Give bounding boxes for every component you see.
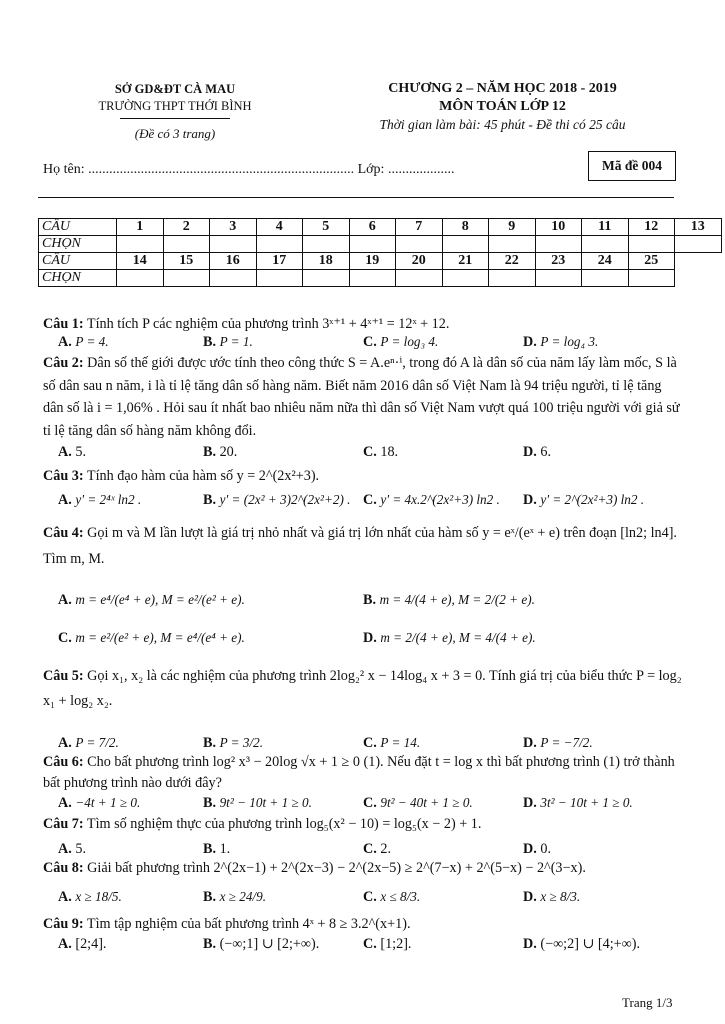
question-5: [43, 664, 683, 714]
question-7: [43, 813, 683, 835]
answer-cell[interactable]: [117, 236, 164, 253]
table-cell: 9: [489, 219, 536, 236]
option-letter: D.: [523, 444, 537, 460]
option-d[interactable]: [523, 886, 580, 908]
option-b[interactable]: [203, 331, 253, 353]
option-text: [1;2].: [380, 936, 412, 952]
answer-cell[interactable]: [349, 270, 396, 287]
option-letter: A.: [58, 841, 72, 857]
table-cell: 11: [582, 219, 629, 236]
table-cell: 15: [163, 253, 210, 270]
question-8: [43, 857, 683, 879]
divider: [120, 118, 230, 119]
table-cell: 18: [303, 253, 350, 270]
option-a[interactable]: [58, 589, 245, 611]
option-text: 18.: [380, 444, 399, 460]
question-label: Câu 3:: [43, 468, 84, 484]
option-text: x ≥ 8/3.: [540, 889, 581, 904]
option-c[interactable]: [363, 933, 411, 955]
option-text: m = e²/(e² + e), M = e⁴/(e⁴ + e).: [75, 630, 245, 645]
table-cell: 24: [582, 253, 629, 270]
option-c[interactable]: [363, 331, 438, 353]
option-letter: D.: [523, 936, 537, 952]
question-label: Câu 8:: [43, 860, 84, 876]
option-letter: C.: [363, 735, 377, 751]
question-text: Giải bất phương trình 2^(2x−1) + 2^(2x−3) − 2^(2x−5) ≥ 2^(7−x) + 2^(5−x) − 2^(3−x).: [87, 860, 586, 876]
option-text: x ≤ 8/3.: [380, 889, 421, 904]
answer-cell[interactable]: [675, 236, 722, 253]
option-c[interactable]: [363, 489, 500, 511]
question-text: Tìm tập nghiệm của bất phương trình 4ˣ + 8 ≥ 3.2^(x+1).: [86, 916, 411, 932]
option-letter: D.: [363, 630, 377, 646]
table-cell: 8: [442, 219, 489, 236]
option-d[interactable]: [523, 489, 644, 511]
option-letter: B.: [203, 334, 217, 350]
option-letter: A.: [58, 334, 72, 350]
option-text: y' = (2x² + 3)2^(2x²+2) .: [219, 492, 351, 507]
answer-table: [38, 218, 722, 287]
option-text: y' = 4x.2^(2x²+3) ln2 .: [380, 492, 500, 507]
option-a[interactable]: [58, 489, 141, 511]
table-cell: 4: [256, 219, 303, 236]
option-text: 0.: [540, 841, 551, 857]
option-b[interactable]: [203, 732, 263, 754]
answer-cell[interactable]: [163, 236, 210, 253]
option-text: x ≥ 24/9.: [219, 889, 266, 904]
header-right: [340, 80, 665, 134]
option-text: 20.: [219, 444, 238, 460]
table-cell: 20: [396, 253, 443, 270]
option-letter: A.: [58, 795, 72, 811]
option-b[interactable]: [203, 792, 312, 814]
option-text: 3t² − 10t + 1 ≥ 0.: [540, 795, 633, 810]
option-text: m = e⁴/(e⁴ + e), M = e²/(e² + e).: [75, 592, 245, 607]
answer-cell[interactable]: [489, 270, 536, 287]
table-label-question: CÂU: [39, 253, 117, 270]
option-d[interactable]: [523, 792, 633, 814]
question-text: Gọi m và M lần lượt là giá trị nhỏ nhất và giá trị lớn nhất của hàm số y = eˣ/(eˣ + e) trên đoạn [ln2; ln4]. Tìm m, M.: [43, 525, 677, 567]
option-letter: C.: [363, 795, 377, 811]
option-text: 2.: [380, 841, 391, 857]
option-c[interactable]: [363, 441, 398, 463]
subject-title: MÔN TOÁN LỚP 12: [439, 99, 566, 114]
option-c[interactable]: [58, 627, 245, 649]
options-q6: [58, 792, 688, 814]
chapter-title: CHƯƠNG 2 – NĂM HỌC 2018 - 2019: [388, 81, 617, 96]
option-d[interactable]: [523, 441, 551, 463]
table-label-answer: CHỌN: [39, 270, 117, 287]
option-letter: B.: [363, 592, 377, 608]
option-c[interactable]: [363, 732, 420, 754]
table-cell: 13: [675, 219, 722, 236]
dept-name: SỞ GD&ĐT CÀ MAU: [114, 82, 236, 96]
option-letter: B.: [203, 936, 217, 952]
option-letter: A.: [58, 592, 72, 608]
option-d[interactable]: [523, 732, 593, 754]
question-text: Tính đạo hàm của hàm số y = 2^(2x²+3).: [86, 468, 320, 484]
question-4: [43, 520, 683, 572]
student-info-line: Họ tên: ............................................................................ Lớp: ...................: [43, 162, 455, 177]
answer-cell[interactable]: [489, 236, 536, 253]
option-letter: C.: [58, 630, 72, 646]
option-b[interactable]: [203, 441, 237, 463]
option-letter: A.: [58, 492, 72, 508]
option-text: [2;4].: [75, 936, 107, 952]
option-text: 6.: [540, 444, 551, 460]
answer-cell[interactable]: [628, 236, 675, 253]
question-label: Câu 7:: [43, 816, 84, 832]
answer-cell[interactable]: [582, 270, 629, 287]
option-letter: C.: [363, 444, 377, 460]
option-a[interactable]: [58, 732, 119, 754]
options-q8: [58, 886, 688, 908]
table-cell: 17: [256, 253, 303, 270]
option-letter: D.: [523, 889, 537, 905]
option-letter: A.: [58, 889, 72, 905]
answer-cell[interactable]: [256, 236, 303, 253]
table-label-question: CÂU: [39, 219, 117, 236]
answer-cell[interactable]: [582, 236, 629, 253]
question-9: [43, 913, 683, 935]
table-cell: 2: [163, 219, 210, 236]
option-a[interactable]: [58, 331, 109, 353]
option-text: 5.: [75, 444, 86, 460]
option-letter: B.: [203, 795, 217, 811]
option-d[interactable]: [523, 331, 598, 353]
answer-cell[interactable]: [628, 270, 675, 287]
answer-cell[interactable]: [117, 270, 164, 287]
option-a[interactable]: [58, 441, 86, 463]
option-letter: D.: [523, 492, 537, 508]
option-text: 9t² − 10t + 1 ≥ 0.: [219, 795, 312, 810]
answer-cell[interactable]: [210, 236, 257, 253]
option-letter: C.: [363, 492, 377, 508]
answer-cell[interactable]: [303, 270, 350, 287]
question-text: Dân số thế giới được ước tính theo công thức S = A.eⁿ·ⁱ, trong đó A là dân số của năm lấy làm mốc, S là số dân sau n năm, i là tỉ lệ tăng dân số hàng năm. Biết năm 2016 dân số Việt Nam là 94 triệu người, tỉ lệ tăng dân số là i = 1,06% . Hỏi sau ít nhất bao nhiêu năm nữa thì dân số Việt Nam vượt quá 100 triệu người với giả sử tỉ lệ tăng dân số hàng năm không đổi.: [43, 355, 680, 439]
header-left: [70, 81, 280, 142]
option-letter: C.: [363, 889, 377, 905]
option-letter: B.: [203, 889, 217, 905]
option-b[interactable]: [203, 489, 350, 511]
option-a[interactable]: [58, 933, 106, 955]
option-text: P = 14.: [380, 735, 421, 750]
option-letter: B.: [203, 841, 217, 857]
answer-cell[interactable]: [303, 236, 350, 253]
table-cell: 3: [210, 219, 257, 236]
question-text: Tìm số nghiệm thực của phương trình log₅(x² − 10) = log₅(x − 2) + 1.: [86, 816, 482, 832]
answer-cell[interactable]: [396, 270, 443, 287]
option-text: P = log₃ 4.: [380, 334, 439, 349]
options-q5: [58, 732, 688, 754]
option-letter: D.: [523, 795, 537, 811]
question-label: Câu 4:: [43, 525, 84, 541]
question-text: Gọi x₁, x₂ là các nghiệm của phương trình 2log₂² x − 14log₄ x + 3 = 0. Tính giá trị của biểu thức P = log₂ x₁ + log₂ x₂.: [43, 668, 682, 709]
options-q1: [58, 331, 688, 353]
option-text: y' = 2⁴ˣ ln2 .: [75, 492, 142, 507]
option-a[interactable]: [58, 792, 140, 814]
table-cell: 16: [210, 253, 257, 270]
question-label: Câu 9:: [43, 916, 84, 932]
option-letter: D.: [523, 735, 537, 751]
answer-cell[interactable]: [535, 270, 582, 287]
question-text: Tính tích P các nghiệm của phương trình 3ˣ⁺¹ + 4ˣ⁺¹ = 12ˣ + 12.: [86, 316, 450, 332]
option-c[interactable]: [363, 792, 473, 814]
question-label: Câu 5:: [43, 668, 84, 684]
option-text: P = −7/2.: [540, 735, 593, 750]
table-empty-cell: [675, 270, 722, 287]
table-cell: 22: [489, 253, 536, 270]
table-cell: 10: [535, 219, 582, 236]
table-cell: 23: [535, 253, 582, 270]
option-d[interactable]: [523, 933, 640, 955]
option-b[interactable]: [203, 933, 319, 955]
option-text: 1.: [219, 841, 231, 857]
option-letter: A.: [58, 735, 72, 751]
table-cell: 1: [117, 219, 164, 236]
question-text: Cho bất phương trình log² x³ − 20log √x + 1 ≥ 0 (1). Nếu đặt t = log x thì bất phương trình (1) trở thành bất phương trình nào dưới đây?: [43, 754, 675, 791]
option-d[interactable]: [363, 627, 536, 649]
option-letter: C.: [363, 841, 377, 857]
option-a[interactable]: [58, 886, 122, 908]
answer-cell[interactable]: [349, 236, 396, 253]
question-label: Câu 2:: [43, 355, 84, 371]
options-q4-row1: [58, 589, 688, 611]
answer-cell[interactable]: [256, 270, 303, 287]
option-letter: C.: [363, 936, 377, 952]
option-text: (−∞;2] ∪ [4;+∞).: [540, 936, 641, 952]
options-q2: [58, 441, 688, 463]
answer-cell[interactable]: [442, 270, 489, 287]
option-letter: A.: [58, 936, 72, 952]
table-cell: 14: [117, 253, 164, 270]
table-cell: 21: [442, 253, 489, 270]
option-text: P = 3/2.: [219, 735, 264, 750]
answer-cell[interactable]: [442, 236, 489, 253]
option-letter: A.: [58, 444, 72, 460]
option-c[interactable]: [363, 886, 420, 908]
question-label: Câu 1:: [43, 316, 84, 332]
divider-line: [38, 197, 674, 198]
question-2: [43, 352, 683, 442]
answer-cell[interactable]: [163, 270, 210, 287]
option-b[interactable]: [363, 589, 535, 611]
table-cell: 19: [349, 253, 396, 270]
time-note: Thời gian làm bài: 45 phút - Đề thi có 25 câu: [379, 117, 626, 132]
option-text: P = 4.: [75, 334, 109, 349]
option-text: P = 1.: [219, 334, 253, 349]
table-cell: 6: [349, 219, 396, 236]
option-letter: B.: [203, 735, 217, 751]
option-letter: B.: [203, 492, 217, 508]
question-6: [43, 752, 683, 794]
answer-cell[interactable]: [396, 236, 443, 253]
table-cell: 25: [628, 253, 675, 270]
option-text: m = 4/(4 + e), M = 2/(2 + e).: [379, 592, 535, 607]
option-text: x ≥ 18/5.: [75, 889, 122, 904]
school-name: TRƯỜNG THPT THỚI BÌNH: [98, 99, 252, 113]
answer-cell[interactable]: [535, 236, 582, 253]
options-q4-row2: [58, 627, 688, 649]
option-text: m = 2/(4 + e), M = 4/(4 + e).: [380, 630, 536, 645]
option-letter: D.: [523, 334, 537, 350]
option-b[interactable]: [203, 886, 266, 908]
pages-note: (Đề có 3 trang): [134, 126, 216, 141]
option-letter: B.: [203, 444, 217, 460]
exam-code-box: Mã đề 004: [588, 151, 676, 181]
option-letter: C.: [363, 334, 377, 350]
options-q9: [58, 933, 688, 955]
option-text: −4t + 1 ≥ 0.: [75, 795, 141, 810]
option-text: y' = 2^(2x²+3) ln2 .: [540, 492, 645, 507]
table-cell: 5: [303, 219, 350, 236]
table-cell: 7: [396, 219, 443, 236]
question-label: Câu 6:: [43, 754, 84, 770]
option-text: 9t² − 40t + 1 ≥ 0.: [380, 795, 473, 810]
option-letter: D.: [523, 841, 537, 857]
option-text: P = log₄ 3.: [540, 334, 599, 349]
options-q3: [58, 489, 688, 511]
option-text: P = 7/2.: [75, 735, 119, 750]
table-empty-cell: [675, 253, 722, 270]
table-cell: 12: [628, 219, 675, 236]
page-number: Trang 1/3: [622, 995, 673, 1010]
question-3: [43, 465, 683, 487]
table-label-answer: CHỌN: [39, 236, 117, 253]
option-text: (−∞;1] ∪ [2;+∞).: [219, 936, 320, 952]
answer-cell[interactable]: [210, 270, 257, 287]
option-text: 5.: [75, 841, 86, 857]
